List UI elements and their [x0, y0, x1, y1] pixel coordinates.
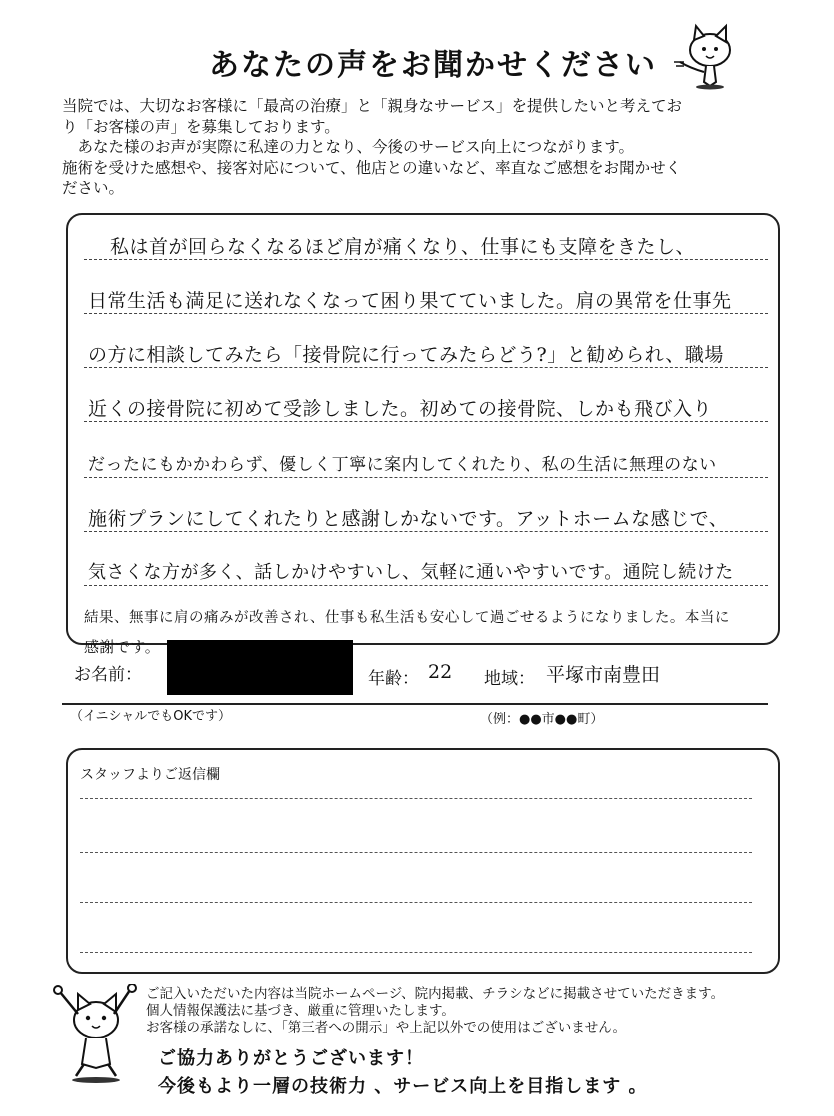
intro-text [62, 96, 802, 199]
name-hint: （イニシャルでもOKです） [70, 709, 231, 724]
page-title: あなたの声をお聞かせください [209, 48, 657, 83]
voice-line-4: 近くの接骨院に初めて受診しました。初めての接骨院、しかも飛び入り [88, 398, 713, 420]
age-value: 22 [428, 661, 453, 683]
voice-line-9: 感謝です。 [84, 638, 161, 656]
ruled-line [84, 259, 768, 260]
intro-line-5: ださい。 [62, 179, 125, 197]
staff-ruled-line [80, 798, 752, 799]
intro-line-2: り「お客様の声」を募集しております。 [62, 117, 340, 136]
voice-line-6: 施術プランにしてくれたりと感謝しかないです。アットホームな感じで、 [88, 508, 729, 530]
note-line-3: お客様の承諾なしに、「第三者への開示」や上記以外での使用はございません。 [146, 1020, 627, 1036]
ruled-line [84, 585, 768, 586]
note-line-1: ご記入いただいた内容は当院ホームページ、院内掲載、チラシなどに掲載させていただきます。 [146, 986, 725, 1002]
staff-ruled-line [80, 902, 752, 903]
redacted-name [167, 640, 353, 695]
region-label: 地域： [484, 669, 535, 689]
voice-line-2: 日常生活も満足に送れなくなって困り果てていました。肩の異常を仕事先 [88, 290, 732, 312]
thanks-line-2: 今後もより一層の技術力 、サービス向上を目指します 。 [158, 1076, 648, 1097]
voice-line-7: 気さくな方が多く、話しかけやすいし、気軽に通いやすいです。通院し続けた [88, 562, 734, 583]
ruled-line [84, 421, 768, 422]
region-value: 平塚市南豊田 [546, 664, 661, 686]
region-hint: （例：●●市●●町） [480, 712, 604, 727]
staff-reply-label: スタッフよりご返信欄 [80, 767, 220, 783]
ruled-line [84, 477, 768, 478]
ruled-line [84, 531, 768, 532]
staff-ruled-line [80, 952, 752, 953]
intro-line-1: 当院では、大切なお客様に「最高の治療」と「親身なサービス」を提供したいと考えてお [62, 97, 683, 115]
staff-ruled-line [80, 852, 752, 853]
voice-line-3: の方に相談してみたら「接骨院に行ってみたらどう?」と勧められ、職場 [88, 344, 724, 366]
ruled-line [84, 313, 768, 314]
thanks-line-1: ご協力ありがとうございます！ [158, 1048, 424, 1069]
voice-line-1: 私は首が回らなくなるほど肩が痛くなり、仕事にも支障をきたし、 [110, 236, 696, 258]
intro-line-3: あなた様のお声が実際に私達の力となり、今後のサービス向上につながります。 [77, 138, 634, 156]
age-label: 年齢： [368, 669, 419, 689]
note-line-2: 個人情報保護法に基づき、厳重に管理いたします。 [146, 1003, 455, 1019]
cat-mascot-bottom-icon [46, 984, 146, 1084]
cat-mascot-top-icon [670, 22, 736, 90]
name-label: お名前： [74, 665, 142, 685]
privacy-notes [146, 986, 826, 1037]
ruled-line [84, 367, 768, 368]
voice-line-8: 結果、無事に肩の痛みが改善され、仕事も私生活も安心して過ごせるようになりました。本当に [84, 610, 730, 626]
voice-line-5: だったにもかかわらず、優しく丁寧に案内してくれたり、私の生活に無理のない [88, 455, 717, 475]
intro-line-4: 施術を受けた感想や、接客対応について、他店との違いなど、率直なご感想をお聞かせく [62, 158, 682, 177]
